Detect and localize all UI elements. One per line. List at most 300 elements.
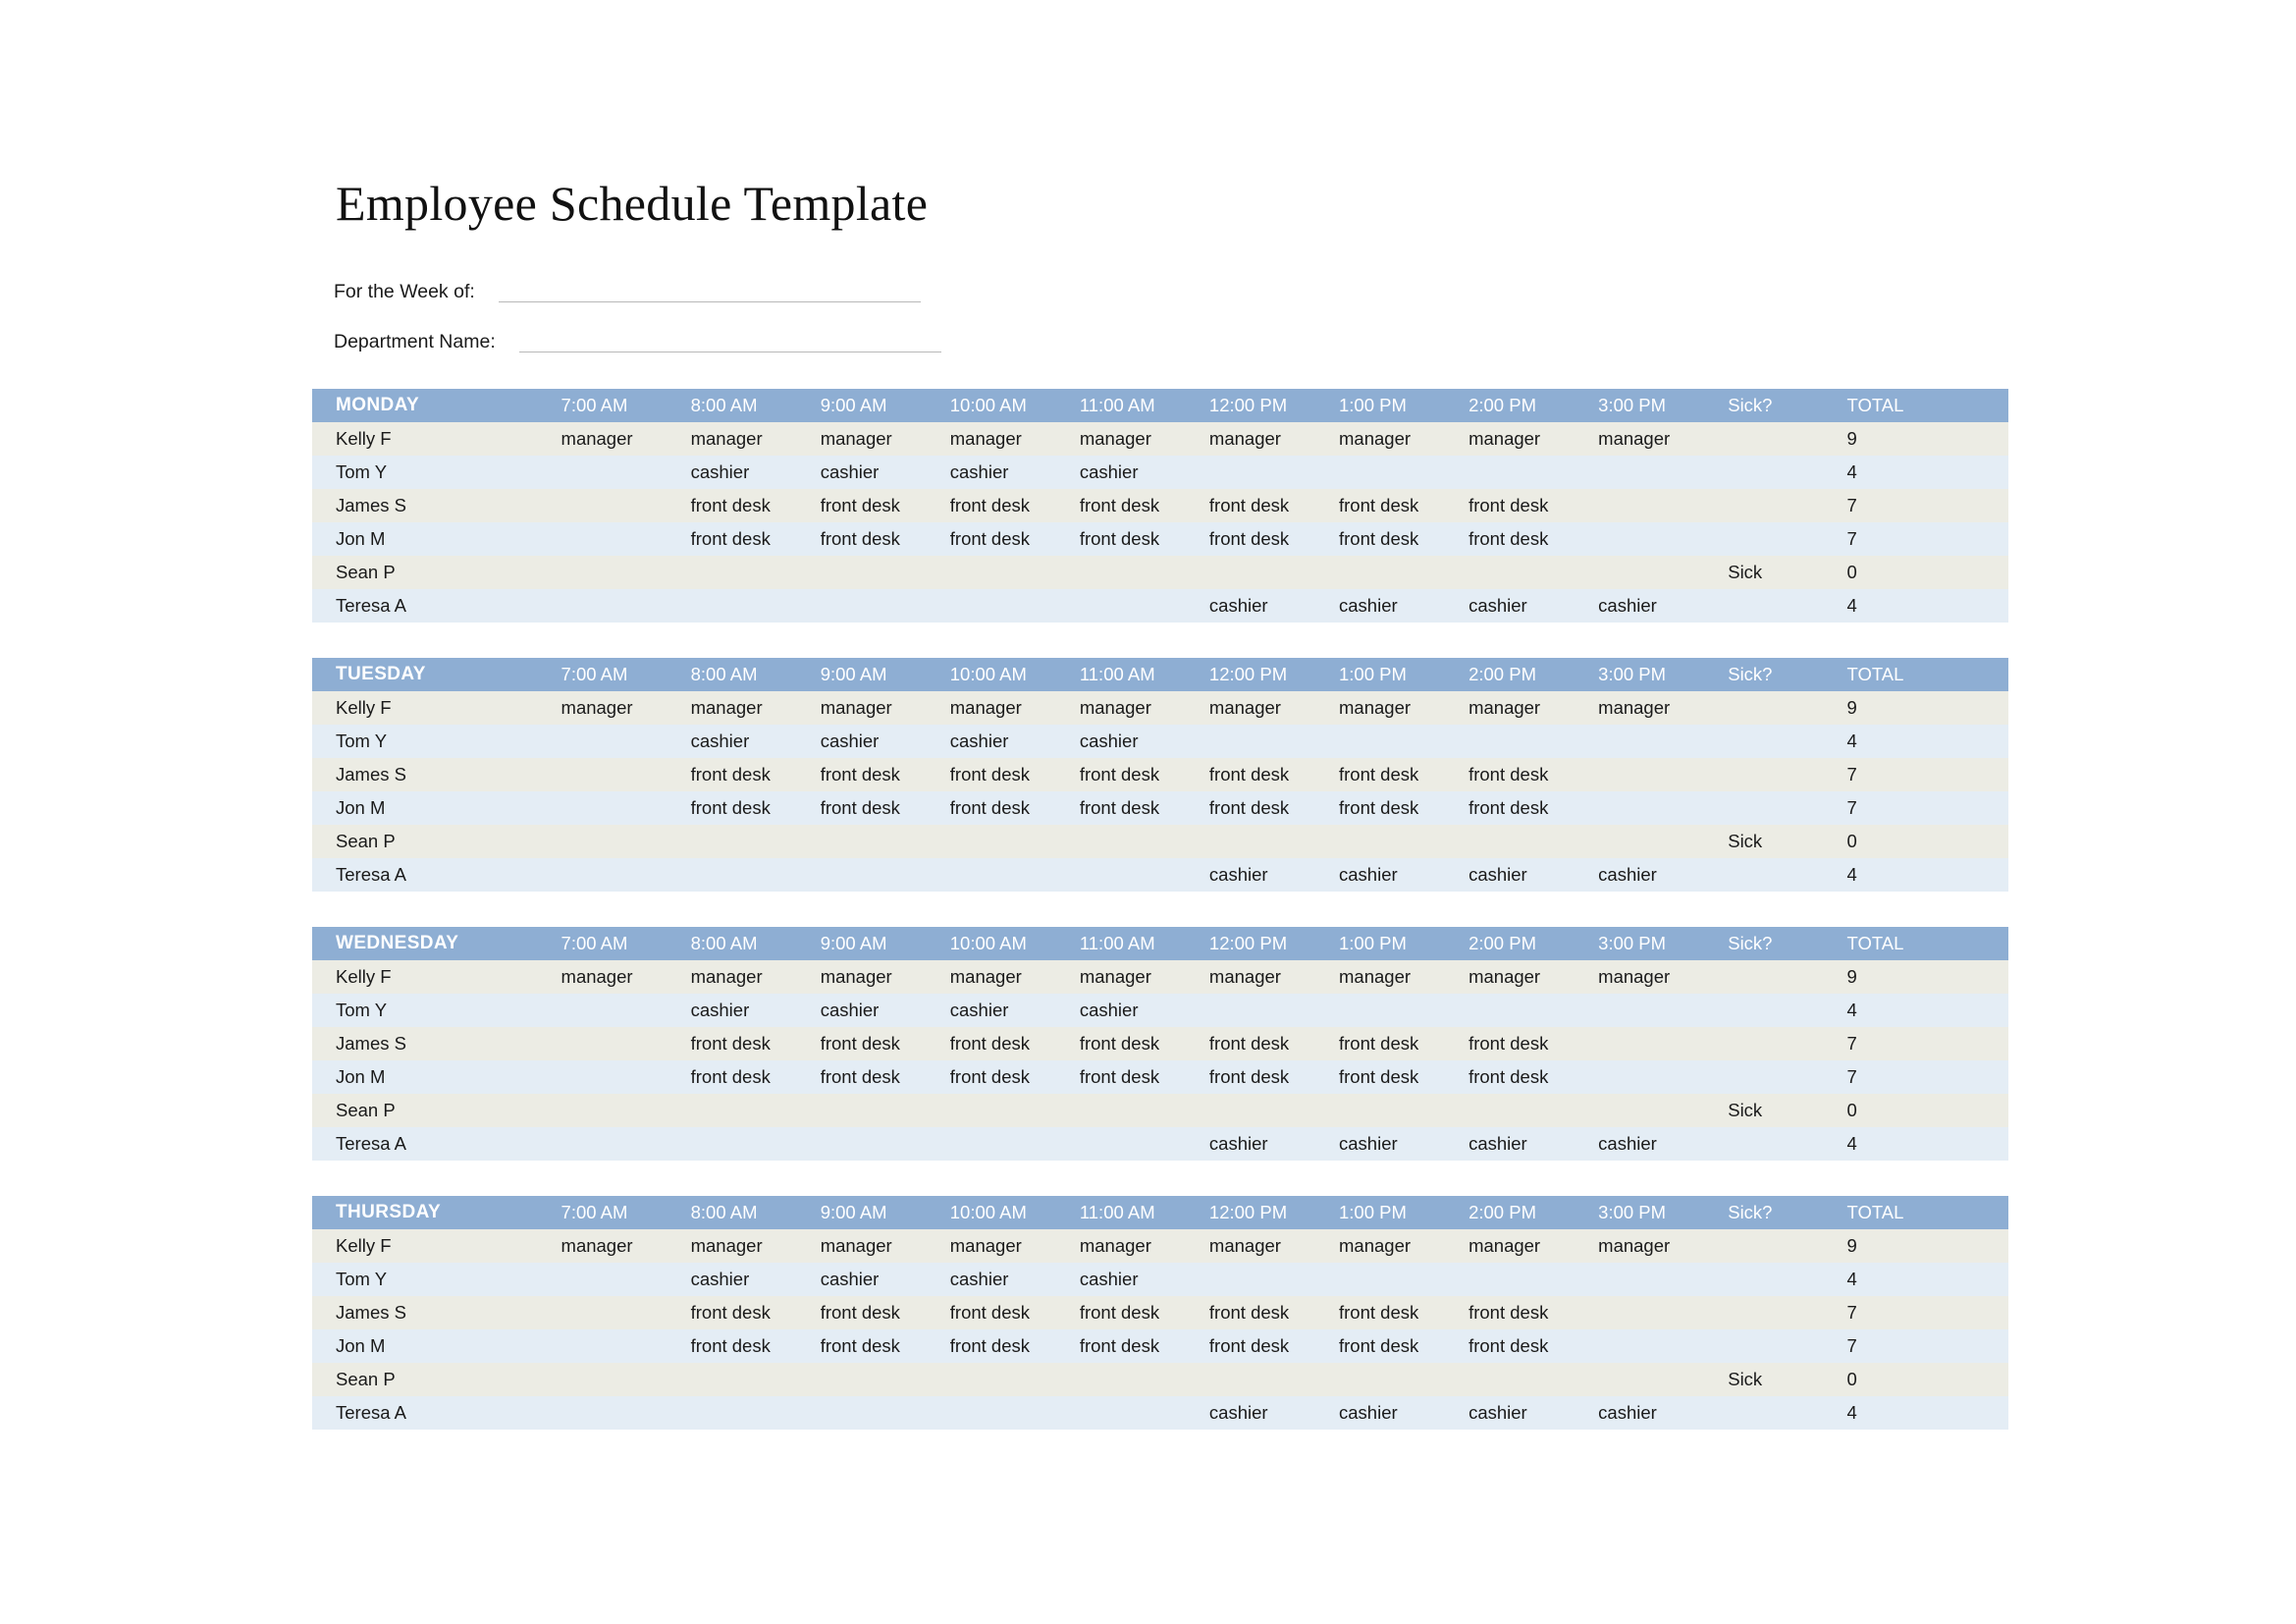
shift-cell[interactable]: manager <box>797 1229 927 1263</box>
shift-cell[interactable]: cashier <box>1445 1127 1575 1161</box>
shift-cell[interactable]: cashier <box>1186 1396 1315 1430</box>
shift-cell[interactable] <box>1056 1396 1186 1430</box>
shift-cell[interactable]: front desk <box>797 489 927 522</box>
shift-cell[interactable]: manager <box>1186 1229 1315 1263</box>
shift-cell[interactable]: front desk <box>797 522 927 556</box>
shift-cell[interactable]: manager <box>927 960 1056 994</box>
shift-cell[interactable] <box>797 1396 927 1430</box>
sick-cell[interactable] <box>1704 489 1823 522</box>
shift-cell[interactable] <box>1575 1363 1704 1396</box>
sick-cell[interactable] <box>1704 1229 1823 1263</box>
sick-cell[interactable]: Sick <box>1704 556 1823 589</box>
sick-cell[interactable] <box>1704 1127 1823 1161</box>
shift-cell[interactable]: front desk <box>927 489 1056 522</box>
employee-name-cell[interactable]: Sean P <box>312 1094 538 1127</box>
sick-cell[interactable] <box>1704 1396 1823 1430</box>
shift-cell[interactable] <box>667 589 797 623</box>
shift-cell[interactable] <box>538 858 667 892</box>
shift-cell[interactable] <box>797 556 927 589</box>
shift-cell[interactable]: manager <box>538 1229 667 1263</box>
employee-name-cell[interactable]: James S <box>312 758 538 791</box>
shift-cell[interactable]: front desk <box>927 522 1056 556</box>
employee-name-cell[interactable]: Jon M <box>312 522 538 556</box>
employee-name-cell[interactable]: Teresa A <box>312 1396 538 1430</box>
shift-cell[interactable] <box>1575 791 1704 825</box>
shift-cell[interactable]: cashier <box>1186 858 1315 892</box>
shift-cell[interactable] <box>667 556 797 589</box>
table-row <box>312 1027 2008 1060</box>
shift-cell[interactable]: front desk <box>1056 1027 1186 1060</box>
shift-cell[interactable]: manager <box>1315 960 1445 994</box>
shift-cell[interactable]: manager <box>1056 691 1186 725</box>
shift-cell[interactable] <box>538 522 667 556</box>
shift-cell[interactable]: manager <box>927 422 1056 456</box>
shift-cell[interactable] <box>1575 725 1704 758</box>
shift-cell[interactable]: cashier <box>1315 1127 1445 1161</box>
shift-cell[interactable]: cashier <box>927 725 1056 758</box>
time-header-3: 9:00 AM <box>797 658 927 691</box>
time-header-6: 12:00 PM <box>1186 658 1315 691</box>
shift-cell[interactable] <box>1575 758 1704 791</box>
table-row <box>312 1296 2008 1329</box>
total-cell: 7 <box>1823 489 2008 522</box>
sick-cell[interactable] <box>1704 691 1823 725</box>
shift-cell[interactable] <box>667 825 797 858</box>
shift-cell[interactable]: front desk <box>1445 1027 1575 1060</box>
shift-cell[interactable]: front desk <box>1186 522 1315 556</box>
shift-cell[interactable] <box>1186 1263 1315 1296</box>
shift-cell[interactable]: cashier <box>1056 994 1186 1027</box>
shift-cell[interactable] <box>538 556 667 589</box>
shift-cell[interactable] <box>1575 1060 1704 1094</box>
shift-cell[interactable] <box>927 1396 1056 1430</box>
time-header-3: 9:00 AM <box>797 389 927 422</box>
shift-cell[interactable]: front desk <box>1186 1060 1315 1094</box>
shift-cell[interactable] <box>797 1363 927 1396</box>
shift-cell[interactable] <box>538 994 667 1027</box>
shift-cell[interactable]: cashier <box>667 994 797 1027</box>
table-row <box>312 422 2008 456</box>
shift-cell[interactable]: front desk <box>927 791 1056 825</box>
sick-cell[interactable] <box>1704 858 1823 892</box>
shift-cell[interactable] <box>797 858 927 892</box>
employee-name-cell[interactable]: Tom Y <box>312 994 538 1027</box>
shift-cell[interactable]: manager <box>927 691 1056 725</box>
employee-name-cell[interactable]: Sean P <box>312 825 538 858</box>
shift-cell[interactable]: front desk <box>797 1060 927 1094</box>
shift-cell[interactable] <box>797 825 927 858</box>
employee-name-cell[interactable]: Tom Y <box>312 456 538 489</box>
shift-cell[interactable]: manager <box>1056 1229 1186 1263</box>
shift-cell[interactable] <box>1056 1363 1186 1396</box>
sick-cell[interactable]: Sick <box>1704 825 1823 858</box>
shift-cell[interactable] <box>1445 994 1575 1027</box>
sick-cell[interactable] <box>1704 422 1823 456</box>
shift-cell[interactable]: front desk <box>1056 1329 1186 1363</box>
shift-cell[interactable]: front desk <box>1315 522 1445 556</box>
shift-cell[interactable] <box>538 589 667 623</box>
shift-cell[interactable]: cashier <box>1445 1396 1575 1430</box>
shift-cell[interactable] <box>1056 1127 1186 1161</box>
time-header-6: 12:00 PM <box>1186 389 1315 422</box>
shift-cell[interactable] <box>1575 556 1704 589</box>
shift-cell[interactable]: cashier <box>1056 725 1186 758</box>
shift-cell[interactable] <box>538 1396 667 1430</box>
shift-cell[interactable] <box>667 1363 797 1396</box>
shift-cell[interactable]: front desk <box>667 1329 797 1363</box>
shift-cell[interactable] <box>1575 1094 1704 1127</box>
shift-cell[interactable]: cashier <box>1315 589 1445 623</box>
table-row <box>312 994 2008 1027</box>
shift-cell[interactable]: cashier <box>1186 589 1315 623</box>
shift-cell[interactable]: front desk <box>1186 791 1315 825</box>
shift-cell[interactable] <box>538 456 667 489</box>
shift-cell[interactable] <box>927 1094 1056 1127</box>
time-header-8: 2:00 PM <box>1445 658 1575 691</box>
shift-cell[interactable]: front desk <box>1056 522 1186 556</box>
shift-cell[interactable]: front desk <box>1186 1329 1315 1363</box>
shift-cell[interactable]: manager <box>1186 691 1315 725</box>
employee-name-cell[interactable]: Teresa A <box>312 589 538 623</box>
time-header-9: 3:00 PM <box>1575 1196 1704 1229</box>
shift-cell[interactable]: manager <box>667 422 797 456</box>
shift-cell[interactable] <box>1186 725 1315 758</box>
shift-cell[interactable]: front desk <box>927 1296 1056 1329</box>
shift-cell[interactable]: front desk <box>797 1329 927 1363</box>
shift-cell[interactable]: manager <box>1315 691 1445 725</box>
shift-cell[interactable]: manager <box>538 960 667 994</box>
total-cell: 7 <box>1823 1027 2008 1060</box>
shift-cell[interactable] <box>927 556 1056 589</box>
shift-cell[interactable] <box>1445 825 1575 858</box>
time-header-7: 1:00 PM <box>1315 658 1445 691</box>
table-row <box>312 1060 2008 1094</box>
shift-cell[interactable]: front desk <box>1315 1296 1445 1329</box>
shift-cell[interactable]: manager <box>1315 1229 1445 1263</box>
shift-cell[interactable] <box>797 1127 927 1161</box>
shift-cell[interactable]: cashier <box>797 994 927 1027</box>
shift-cell[interactable]: manager <box>1186 960 1315 994</box>
shift-cell[interactable] <box>1445 1263 1575 1296</box>
sick-cell[interactable] <box>1704 456 1823 489</box>
employee-name-cell[interactable]: James S <box>312 1027 538 1060</box>
shift-cell[interactable]: front desk <box>1315 1027 1445 1060</box>
schedule-table-thursday <box>312 1196 2008 1430</box>
shift-cell[interactable]: front desk <box>927 1329 1056 1363</box>
shift-cell[interactable]: manager <box>1575 1229 1704 1263</box>
shift-cell[interactable]: cashier <box>1186 1127 1315 1161</box>
shift-cell[interactable]: cashier <box>927 1263 1056 1296</box>
shift-cell[interactable]: cashier <box>667 456 797 489</box>
shift-cell[interactable]: cashier <box>1056 456 1186 489</box>
shift-cell[interactable] <box>797 1094 927 1127</box>
shift-cell[interactable] <box>1575 1027 1704 1060</box>
shift-cell[interactable] <box>538 1263 667 1296</box>
shift-cell[interactable]: cashier <box>797 725 927 758</box>
sick-cell[interactable] <box>1704 522 1823 556</box>
shift-cell[interactable] <box>538 791 667 825</box>
shift-cell[interactable]: front desk <box>797 791 927 825</box>
time-header-1: 7:00 AM <box>538 658 667 691</box>
shift-cell[interactable] <box>1315 725 1445 758</box>
department-name-input[interactable] <box>519 331 941 352</box>
shift-cell[interactable]: manager <box>1056 960 1186 994</box>
shift-cell[interactable] <box>538 758 667 791</box>
employee-name-cell[interactable]: Sean P <box>312 1363 538 1396</box>
shift-cell[interactable] <box>538 725 667 758</box>
shift-cell[interactable]: cashier <box>797 456 927 489</box>
employee-name-cell[interactable]: Tom Y <box>312 1263 538 1296</box>
time-header-3: 9:00 AM <box>797 927 927 960</box>
shift-cell[interactable] <box>538 1027 667 1060</box>
shift-cell[interactable]: cashier <box>1445 858 1575 892</box>
shift-cell[interactable] <box>1056 825 1186 858</box>
time-header-5: 11:00 AM <box>1056 927 1186 960</box>
employee-name-cell[interactable]: Kelly F <box>312 1229 538 1263</box>
employee-name-cell[interactable]: James S <box>312 489 538 522</box>
shift-cell[interactable]: manager <box>1445 691 1575 725</box>
employee-name-cell[interactable]: Kelly F <box>312 960 538 994</box>
shift-cell[interactable]: manager <box>667 1229 797 1263</box>
shift-cell[interactable]: front desk <box>1056 1060 1186 1094</box>
shift-cell[interactable]: cashier <box>1445 589 1575 623</box>
sick-cell[interactable] <box>1704 994 1823 1027</box>
shift-cell[interactable]: cashier <box>667 725 797 758</box>
shift-cell[interactable] <box>1575 489 1704 522</box>
shift-cell[interactable] <box>1315 556 1445 589</box>
shift-cell[interactable]: front desk <box>1445 489 1575 522</box>
shift-cell[interactable]: manager <box>538 691 667 725</box>
time-header-8: 2:00 PM <box>1445 927 1575 960</box>
shift-cell[interactable] <box>1056 589 1186 623</box>
shift-cell[interactable] <box>1445 1363 1575 1396</box>
shift-cell[interactable]: manager <box>667 691 797 725</box>
shift-cell[interactable]: front desk <box>797 1027 927 1060</box>
shift-cell[interactable]: cashier <box>667 1263 797 1296</box>
table-header-row <box>312 927 2008 960</box>
table-row <box>312 489 2008 522</box>
shift-cell[interactable] <box>1056 858 1186 892</box>
employee-name-cell[interactable]: Tom Y <box>312 725 538 758</box>
shift-cell[interactable] <box>538 825 667 858</box>
shift-cell[interactable] <box>1575 1263 1704 1296</box>
shift-cell[interactable]: manager <box>1445 960 1575 994</box>
shift-cell[interactable] <box>1186 556 1315 589</box>
shift-cell[interactable]: front desk <box>1445 758 1575 791</box>
sick-cell[interactable]: Sick <box>1704 1363 1823 1396</box>
sick-cell[interactable] <box>1704 589 1823 623</box>
shift-cell[interactable] <box>927 589 1056 623</box>
table-row <box>312 1229 2008 1263</box>
shift-cell[interactable]: front desk <box>667 758 797 791</box>
employee-name-cell[interactable]: Teresa A <box>312 1127 538 1161</box>
week-of-field-row <box>334 273 921 302</box>
shift-cell[interactable]: manager <box>667 960 797 994</box>
shift-cell[interactable]: front desk <box>1445 791 1575 825</box>
shift-cell[interactable] <box>538 1127 667 1161</box>
shift-cell[interactable] <box>1056 556 1186 589</box>
shift-cell[interactable]: cashier <box>1315 1396 1445 1430</box>
shift-cell[interactable]: front desk <box>1445 1329 1575 1363</box>
shift-cell[interactable]: front desk <box>927 1027 1056 1060</box>
employee-name-cell[interactable]: Jon M <box>312 1329 538 1363</box>
sick-cell[interactable] <box>1704 791 1823 825</box>
shift-cell[interactable] <box>927 825 1056 858</box>
day-name-header: THURSDAY <box>312 1196 538 1229</box>
shift-cell[interactable] <box>538 489 667 522</box>
shift-cell[interactable] <box>667 1127 797 1161</box>
shift-cell[interactable] <box>1575 1329 1704 1363</box>
sick-cell[interactable] <box>1704 725 1823 758</box>
shift-cell[interactable]: front desk <box>1445 1296 1575 1329</box>
shift-cell[interactable] <box>1575 825 1704 858</box>
employee-name-cell[interactable]: Jon M <box>312 791 538 825</box>
shift-cell[interactable] <box>1315 1094 1445 1127</box>
shift-cell[interactable] <box>667 1396 797 1430</box>
shift-cell[interactable]: front desk <box>667 1060 797 1094</box>
table-row <box>312 589 2008 623</box>
shift-cell[interactable]: front desk <box>1186 758 1315 791</box>
shift-cell[interactable]: manager <box>797 960 927 994</box>
shift-cell[interactable]: front desk <box>797 758 927 791</box>
time-header-4: 10:00 AM <box>927 658 1056 691</box>
shift-cell[interactable]: manager <box>1315 422 1445 456</box>
shift-cell[interactable] <box>927 858 1056 892</box>
shift-cell[interactable]: front desk <box>1315 1060 1445 1094</box>
shift-cell[interactable] <box>1575 456 1704 489</box>
shift-cell[interactable] <box>927 1363 1056 1396</box>
shift-cell[interactable]: front desk <box>667 1296 797 1329</box>
shift-cell[interactable]: cashier <box>927 994 1056 1027</box>
shift-cell[interactable]: front desk <box>1186 1027 1315 1060</box>
shift-cell[interactable]: manager <box>927 1229 1056 1263</box>
shift-cell[interactable]: front desk <box>927 1060 1056 1094</box>
employee-name-cell[interactable]: Sean P <box>312 556 538 589</box>
shift-cell[interactable] <box>1186 994 1315 1027</box>
shift-cell[interactable]: front desk <box>1186 489 1315 522</box>
shift-cell[interactable]: front desk <box>667 791 797 825</box>
sick-cell[interactable] <box>1704 1296 1823 1329</box>
sick-cell[interactable] <box>1704 1329 1823 1363</box>
shift-cell[interactable]: front desk <box>797 1296 927 1329</box>
shift-cell[interactable] <box>1445 556 1575 589</box>
shift-cell[interactable]: front desk <box>1056 791 1186 825</box>
shift-cell[interactable] <box>667 858 797 892</box>
shift-cell[interactable]: manager <box>1445 422 1575 456</box>
shift-cell[interactable] <box>538 1060 667 1094</box>
sick-cell[interactable]: Sick <box>1704 1094 1823 1127</box>
shift-cell[interactable]: front desk <box>1186 1296 1315 1329</box>
sick-cell[interactable] <box>1704 1060 1823 1094</box>
employee-name-cell[interactable]: Kelly F <box>312 691 538 725</box>
day-name-header: WEDNESDAY <box>312 927 538 960</box>
shift-cell[interactable]: manager <box>1186 422 1315 456</box>
shift-cell[interactable] <box>1445 725 1575 758</box>
shift-cell[interactable]: front desk <box>667 489 797 522</box>
shift-cell[interactable]: manager <box>1056 422 1186 456</box>
shift-cell[interactable]: front desk <box>1056 758 1186 791</box>
shift-cell[interactable] <box>1186 1363 1315 1396</box>
shift-cell[interactable]: cashier <box>1315 858 1445 892</box>
sick-cell[interactable] <box>1704 1263 1823 1296</box>
shift-cell[interactable] <box>667 1094 797 1127</box>
shift-cell[interactable]: front desk <box>667 522 797 556</box>
shift-cell[interactable]: manager <box>797 691 927 725</box>
shift-cell[interactable]: cashier <box>927 456 1056 489</box>
sick-cell[interactable] <box>1704 758 1823 791</box>
sick-cell[interactable] <box>1704 960 1823 994</box>
total-cell: 7 <box>1823 1296 2008 1329</box>
shift-cell[interactable] <box>1315 456 1445 489</box>
shift-cell[interactable] <box>1315 994 1445 1027</box>
shift-cell[interactable]: front desk <box>1445 1060 1575 1094</box>
shift-cell[interactable] <box>1315 1263 1445 1296</box>
shift-cell[interactable]: cashier <box>797 1263 927 1296</box>
shift-cell[interactable] <box>1186 1094 1315 1127</box>
department-name-field-row <box>334 323 941 352</box>
shift-cell[interactable]: manager <box>538 422 667 456</box>
shift-cell[interactable] <box>1315 825 1445 858</box>
schedule-table-wednesday <box>312 927 2008 1161</box>
shift-cell[interactable]: cashier <box>1056 1263 1186 1296</box>
shift-cell[interactable] <box>1315 1363 1445 1396</box>
shift-cell[interactable] <box>797 589 927 623</box>
shift-cell[interactable]: manager <box>1575 960 1704 994</box>
shift-cell[interactable] <box>1445 1094 1575 1127</box>
shift-cell[interactable]: front desk <box>1056 489 1186 522</box>
shift-cell[interactable]: front desk <box>667 1027 797 1060</box>
shift-cell[interactable]: front desk <box>1315 758 1445 791</box>
shift-cell[interactable]: manager <box>1445 1229 1575 1263</box>
shift-cell[interactable]: manager <box>797 422 927 456</box>
shift-cell[interactable] <box>1186 456 1315 489</box>
sick-cell[interactable] <box>1704 1027 1823 1060</box>
shift-cell[interactable] <box>1575 1296 1704 1329</box>
shift-cell[interactable]: front desk <box>1445 522 1575 556</box>
shift-cell[interactable]: front desk <box>1056 1296 1186 1329</box>
table-row <box>312 522 2008 556</box>
shift-cell[interactable]: manager <box>1575 422 1704 456</box>
shift-cell[interactable] <box>927 1127 1056 1161</box>
shift-cell[interactable]: front desk <box>927 758 1056 791</box>
shift-cell[interactable]: cashier <box>1575 589 1704 623</box>
shift-cell[interactable] <box>1445 456 1575 489</box>
employee-name-cell[interactable]: Jon M <box>312 1060 538 1094</box>
employee-name-cell[interactable]: Teresa A <box>312 858 538 892</box>
shift-cell[interactable]: cashier <box>1575 1127 1704 1161</box>
shift-cell[interactable] <box>538 1094 667 1127</box>
shift-cell[interactable]: manager <box>1575 691 1704 725</box>
shift-cell[interactable]: front desk <box>1315 1329 1445 1363</box>
shift-cell[interactable] <box>538 1329 667 1363</box>
time-header-2: 8:00 AM <box>667 389 797 422</box>
shift-cell[interactable] <box>1575 522 1704 556</box>
shift-cell[interactable]: front desk <box>1315 791 1445 825</box>
shift-cell[interactable]: cashier <box>1575 858 1704 892</box>
shift-cell[interactable]: front desk <box>1315 489 1445 522</box>
employee-name-cell[interactable]: Kelly F <box>312 422 538 456</box>
time-header-4: 10:00 AM <box>927 927 1056 960</box>
shift-cell[interactable]: cashier <box>1575 1396 1704 1430</box>
shift-cell[interactable] <box>538 1296 667 1329</box>
shift-cell[interactable] <box>1056 1094 1186 1127</box>
employee-name-cell[interactable]: James S <box>312 1296 538 1329</box>
week-of-label: For the Week of: <box>334 281 475 302</box>
week-of-input[interactable] <box>499 281 921 302</box>
shift-cell[interactable] <box>538 1363 667 1396</box>
shift-cell[interactable] <box>1575 994 1704 1027</box>
shift-cell[interactable] <box>1186 825 1315 858</box>
